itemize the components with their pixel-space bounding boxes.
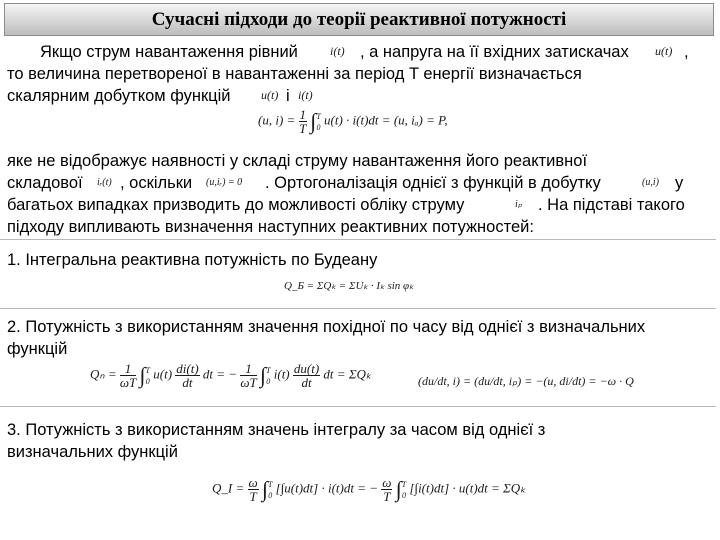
intro-text-1b: , а напруга на її вхідних затискачах — [360, 43, 629, 61]
integral-sign-4: ∫ — [261, 476, 268, 502]
formula-i-t: i(t) — [330, 44, 345, 58]
integral-limits-5: T 0 — [401, 479, 407, 500]
formula-ir-t: iᵣ(t) — [97, 177, 112, 188]
para2-text-2c: . Ортогоналізація однієї з функцій в добутку — [265, 174, 601, 192]
separator-1 — [0, 239, 716, 240]
slide-title: Сучасні підходи до теорії реактивної потужності — [151, 8, 567, 30]
intro-text-1a: Якщо струм навантаження рівний — [40, 43, 298, 61]
q-i-lhs: Q_I = — [212, 480, 245, 496]
budeanu-formula: Q_Б = ΣQₖ = ΣUₖ · Iₖ sin φₖ — [284, 280, 414, 292]
integral-limits-2: T 0 — [145, 365, 150, 386]
separator-2 — [0, 308, 716, 309]
energy-lhs: (u, i) = — [258, 112, 296, 128]
integral-sign-5: ∫ — [395, 476, 402, 502]
item-3-line-2: визначальних функцій — [7, 443, 178, 461]
fraction-w-over-T: $\frac{\omega}{T}$ — [248, 475, 258, 504]
q-n-lhs: Qₙ = — [90, 366, 117, 382]
integral-limits-4: T 0 — [267, 479, 273, 500]
q-n-formula — [90, 362, 371, 389]
item-2-line-1: 2. Потужність з використанням значення похідної по часу від однієї з визначальних — [7, 318, 646, 336]
formula-i-t-2: i(t) — [298, 88, 313, 102]
item-3-line-1: 3. Потужність з використанням значень інтегралу за часом від однієї з — [7, 421, 546, 439]
para2-text-3b: . На підставі такого — [538, 196, 685, 214]
item-2-line-2: функцій — [7, 340, 68, 358]
para2-text-3a: багатьох випадках призводить до можливості обліку струму — [7, 196, 465, 214]
q-i-formula — [212, 476, 526, 503]
energy-rhs: u(t) · i(t)dt = (u, iₐ) = P, — [324, 112, 448, 128]
para2-line-1: яке не відображує наявності у складі струму навантаження його реактивної — [7, 152, 588, 170]
integral-limits: T 0 — [316, 111, 321, 132]
integral-sign: ∫ — [310, 108, 317, 134]
fraction-1-over-wT-2: $\frac{1}{\omega T}$ — [240, 361, 257, 390]
slide-title-bar — [4, 3, 714, 36]
para2-line-4: підходу випливають визначення наступних реактивних потужностей: — [7, 218, 534, 236]
formula-ip: iₚ — [515, 199, 523, 210]
q-n-dt-2: dt — [323, 366, 334, 382]
q-i-term-2: [∫i(t)dt] · u(t)dt — [409, 480, 488, 496]
fraction-w-over-T-2: $\frac{\omega}{T}$ — [382, 475, 392, 504]
formula-u-t: u(t) — [655, 44, 673, 58]
item-1: 1. Інтегральна реактивна потужність по Будеану — [7, 251, 378, 269]
integral-limits-3: T 0 — [266, 365, 271, 386]
q-n-dt-1: dt = − — [202, 366, 238, 382]
intro-text-3b: і — [286, 87, 290, 105]
formula-u-i: (u,i) — [642, 177, 659, 188]
fraction-di-dt: $\frac{di(t)}{dt}$ — [176, 361, 199, 390]
formula-u-t-2: u(t) — [261, 88, 279, 102]
para2-text-2a: складової — [7, 174, 83, 192]
fraction-1-over-T: $\frac{1}{T}$ — [299, 107, 307, 136]
fraction-1-over-wT: $\frac{1}{\omega T}$ — [119, 361, 137, 390]
intro-text-3a: скалярним добутком функцій — [7, 87, 231, 105]
para2-text-2d: у — [675, 174, 684, 192]
integral-sign-3: ∫ — [260, 362, 267, 388]
q-n-tail: = ΣQₖ — [336, 366, 372, 382]
intro-text-1c: , — [684, 43, 689, 61]
separator-3 — [0, 406, 716, 407]
integral-sign-2: ∫ — [139, 362, 146, 388]
energy-formula — [258, 108, 448, 135]
q-i-term-1: [∫u(t)dt] · i(t)dt = − — [275, 480, 379, 496]
formula-u-ir: (u,iᵣ) = 0 — [206, 177, 243, 188]
q-n-term-1: u(t) — [153, 366, 173, 382]
q-i-tail: = ΣQₖ — [491, 480, 526, 496]
q-n-ortho-formula: (du/dt, i) = (du/dt, iₚ) = −(u, di/dt) = −ω · Q — [418, 374, 634, 388]
fraction-du-dt: $\frac{du(t)}{dt}$ — [293, 361, 320, 390]
intro-line-2: то величина перетвореної в навантаженні за період T енергії визначається — [7, 65, 582, 83]
q-n-term-2: i(t) — [273, 366, 290, 382]
para2-text-2b: , оскільки — [120, 174, 193, 192]
